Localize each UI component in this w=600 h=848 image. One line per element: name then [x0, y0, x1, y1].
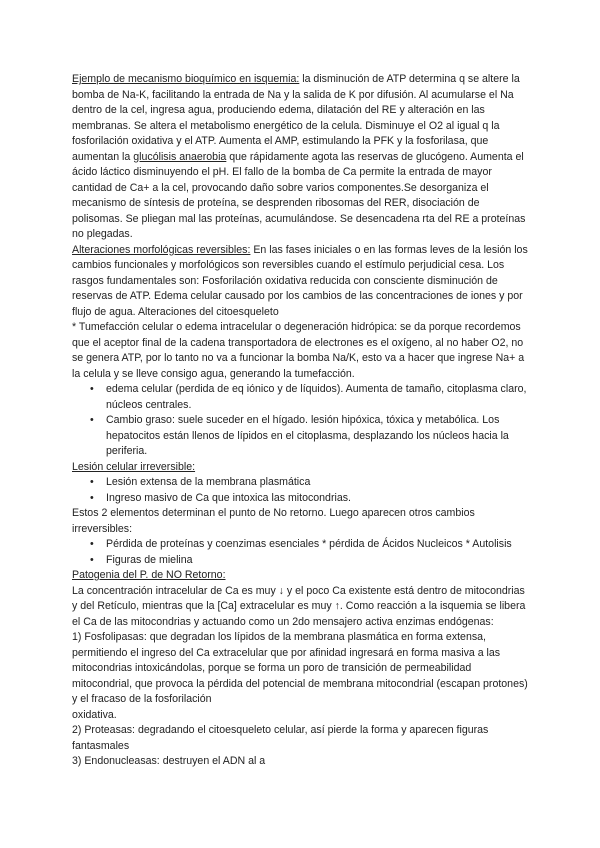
- paragraph-text: que rápidamente agota las reservas de glucógeno. Aumenta el ácido láctico disminuyendo el pH. El fallo de la bomba de Ca permite la entrada de mayor cantidad de Ca+ a la cel, provocando daño sobre varios componentes.Se desorganiza el mecanismo de síntesis de proteína, se desprenden ribosomas del RER, disociación de polisomas. Se pliegan mal las proteínas, acumulándose. Se desencadena rta del RE a proteínas no plegadas.: [72, 150, 526, 240]
- list-irreversible-changes: [72, 537, 532, 568]
- paragraph-text: la disminución de ATP determina q se altere la bomba de Na-K, facilitando la entrada de Na y la salida de K por difusión. Al acumularse el Na dentro de la cel, ingresa agua, produciendo edema, dilatación del RE y alteración en las membranas. Se altera el metabolismo energético de la celula. Disminuye el O2 al igual q la fosforilación oxidativa y el ATP. Aumenta el AMP, estimulando la PFK y la fosforilasa, que aumentan la: [72, 73, 520, 163]
- paragraph-isquemia: [72, 72, 532, 243]
- list-item: • Ingreso masivo de Ca que intoxica las mitocondrias.: [106, 491, 532, 507]
- list-item: • edema celular (perdida de eq iónico y de líquidos). Aumenta de tamaño, citoplasma claro, núcleos centrales.: [106, 382, 532, 413]
- paragraph-fosfolipasas-end: oxidativa.: [72, 708, 117, 721]
- paragraph-endonucleasas: 3) Endonucleasas: destruyen el ADN al a: [72, 755, 266, 767]
- list-item: • Lesión extensa de la membrana plasmática: [106, 475, 532, 491]
- paragraph-fosfolipasas: 1) Fosfolipasas: que degradan los lípidos de la membrana plasmática en forma extensa, permitiendo el ingreso del Ca extracelular que por afinidad ingresará en forma masiva a las mitocondrias intoxicándolas, porque se forma un poro de transición de permeabilidad mitocondrial, que provoca la pérdida del potencial de membrana mitocondrial (escapan protones) y el fracaso de la fosforilación: [72, 631, 528, 705]
- paragraph-reversibles: [72, 243, 532, 321]
- term-glucolisis: glucólisis anaerobia: [133, 150, 227, 163]
- document-body: [72, 72, 532, 770]
- paragraph-no-retorno: Estos 2 elementos determinan el punto de No retorno. Luego aparecen otros cambios irreversibles:: [72, 507, 475, 535]
- list-irreversible-elements: [72, 475, 532, 506]
- list-reversible-changes: [72, 382, 532, 460]
- paragraph-proteasas: 2) Proteasas: degradando el citoesqueleto celular, así pierde la forma y aparecen figuras fantasmales: [72, 724, 489, 752]
- list-item: • Figuras de mielina: [106, 553, 532, 569]
- paragraph-text: En las fases iniciales o en las formas leves de la lesión los cambios funcionales y morfológicos son reversibles cuando el estímulo perjudicial cesa. Los rasgos fundamentales son: Fosforilación oxidativa reducida con consciente disminución de reservas de ATP. Edema celular causado por los cambios de las concentraciones de iones y por flujo de agua. Alteraciones del citoesqueleto: [72, 243, 528, 318]
- heading-isquemia: Ejemplo de mecanismo bioquímico en isquemia:: [72, 73, 300, 85]
- heading-patogenia: Patogenia del P. de NO Retorno:: [72, 569, 226, 581]
- heading-reversibles: Alteraciones morfológicas reversibles:: [72, 243, 251, 256]
- paragraph-tumefaccion: * Tumefacción celular o edema intracelular o degeneración hidrópica: se da porque recordemos que el aceptor final de la cadena transportadora de electrones es el oxígeno, al no haber O2, no se genera ATP, por lo tanto no va a funcionar la bomba Na/K, esto va a hacer que ingrese Na+ a la celula y se lleve consigo agua, generando la tumefacción.: [72, 321, 525, 380]
- list-item: • Cambio graso: suele suceder en el hígado. lesión hipóxica, tóxica y metabólica. Los hepatocitos están llenos de lípidos en el citoplasma, desplazando los núcleos hacia la periferia.: [106, 413, 532, 460]
- list-item: • Pérdida de proteínas y coenzimas esenciales * pérdida de Ácidos Nucleicos * Autolisis: [106, 537, 532, 553]
- heading-irreversible: Lesión celular irreversible:: [72, 460, 196, 473]
- paragraph-calcio: La concentración intracelular de Ca es muy ↓ y el poco Ca existente está dentro de mitocondrias y del Retículo, mientras que la [Ca] extracelular es muy ↑. Como reacción a la isquemia se libera el Ca de las mitocondrias y actuando como un 2do mensajero activa enzimas endógenas:: [72, 584, 526, 628]
